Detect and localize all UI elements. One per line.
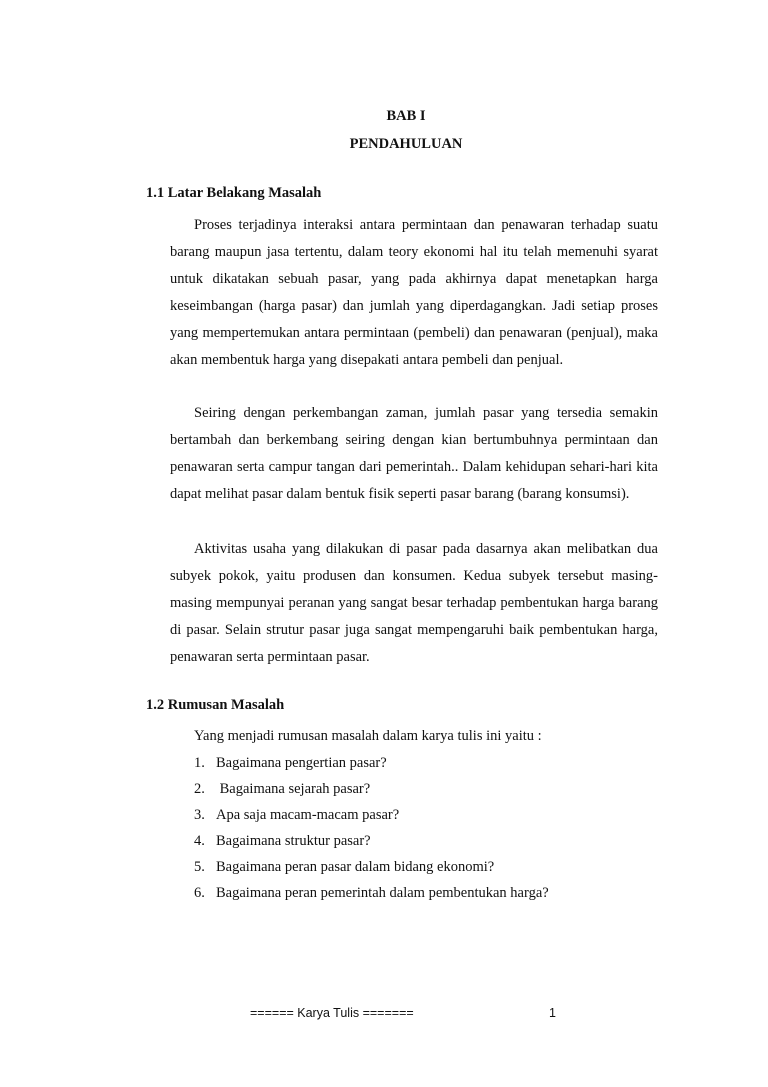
list-item-number: 6. xyxy=(194,885,205,901)
list-item-text: Bagaimana struktur pasar? xyxy=(216,833,371,849)
list-item-number: 5. xyxy=(194,859,205,875)
list-item xyxy=(194,880,549,906)
page-number: 1 xyxy=(549,1006,556,1020)
list-item-text: Bagaimana sejarah pasar? xyxy=(216,781,371,797)
paragraph-3: Aktivitas usaha yang dilakukan di pasar pada dasarnya akan melibatkan dua subyek pokok, yaitu produsen dan konsumen. Kedua subyek tersebut masing-masing mempunyai peranan yang sangat besar terhadap pembentukan harga barang di pasar. Selain strutur pasar juga sangat mempengaruhi baik pembentukan harga, penawaran serta permintaan pasar. xyxy=(170,541,658,665)
rumusan-intro: Yang menjadi rumusan masalah dalam karya tulis ini yaitu : xyxy=(194,728,542,744)
list-item-number: 1. xyxy=(194,755,205,771)
paragraph-2: Seiring dengan perkembangan zaman, jumlah pasar yang tersedia semakin bertambah dan berkembang seiring dengan kian bertumbuhnya permintaan dan penawaran serta campur tangan dari pemerintah.. Dalam kehidupan sehari-hari kita dapat melihat pasar dalam bentuk fisik seperti pasar barang (barang konsumsi). xyxy=(170,405,658,502)
section-heading-latar-belakang: 1.1 Latar Belakang Masalah xyxy=(146,185,322,201)
list-item-text: Bagaimana peran pemerintah dalam pembentukan harga? xyxy=(216,885,549,901)
list-item-number: 3. xyxy=(194,807,205,823)
footer-label: ====== Karya Tulis ======= xyxy=(250,1006,414,1020)
list-item-text: Bagaimana pengertian pasar? xyxy=(216,755,387,771)
list-item-number: 2. xyxy=(194,781,205,797)
chapter-title: PENDAHULUAN xyxy=(349,136,463,152)
list-item xyxy=(194,828,549,854)
list-item-text: Bagaimana peran pasar dalam bidang ekonomi? xyxy=(216,859,495,875)
chapter-number: BAB I xyxy=(386,108,426,124)
section-heading-rumusan-masalah: 1.2 Rumusan Masalah xyxy=(146,697,285,713)
list-item-text: Apa saja macam-macam pasar? xyxy=(216,807,400,823)
paragraph-1: Proses terjadinya interaksi antara permintaan dan penawaran terhadap suatu barang maupun jasa tertentu, dalam teory ekonomi hal itu telah memenuhi syarat untuk dikatakan sebuah pasar, yang pada akhirnya dapat menetapkan harga keseimbangan (harga pasar) dan jumlah yang diperdagangkan. Jadi setiap proses yang mempertemukan antara permintaan (pembeli) dan penawaran (penjual), maka akan membentuk harga yang disepakati antara pembeli dan penjual. xyxy=(170,217,658,368)
list-item xyxy=(194,802,549,828)
list-item xyxy=(194,776,549,802)
list-item xyxy=(194,854,549,880)
list-item xyxy=(194,750,549,776)
list-item-number: 4. xyxy=(194,833,205,849)
question-list xyxy=(194,750,549,906)
